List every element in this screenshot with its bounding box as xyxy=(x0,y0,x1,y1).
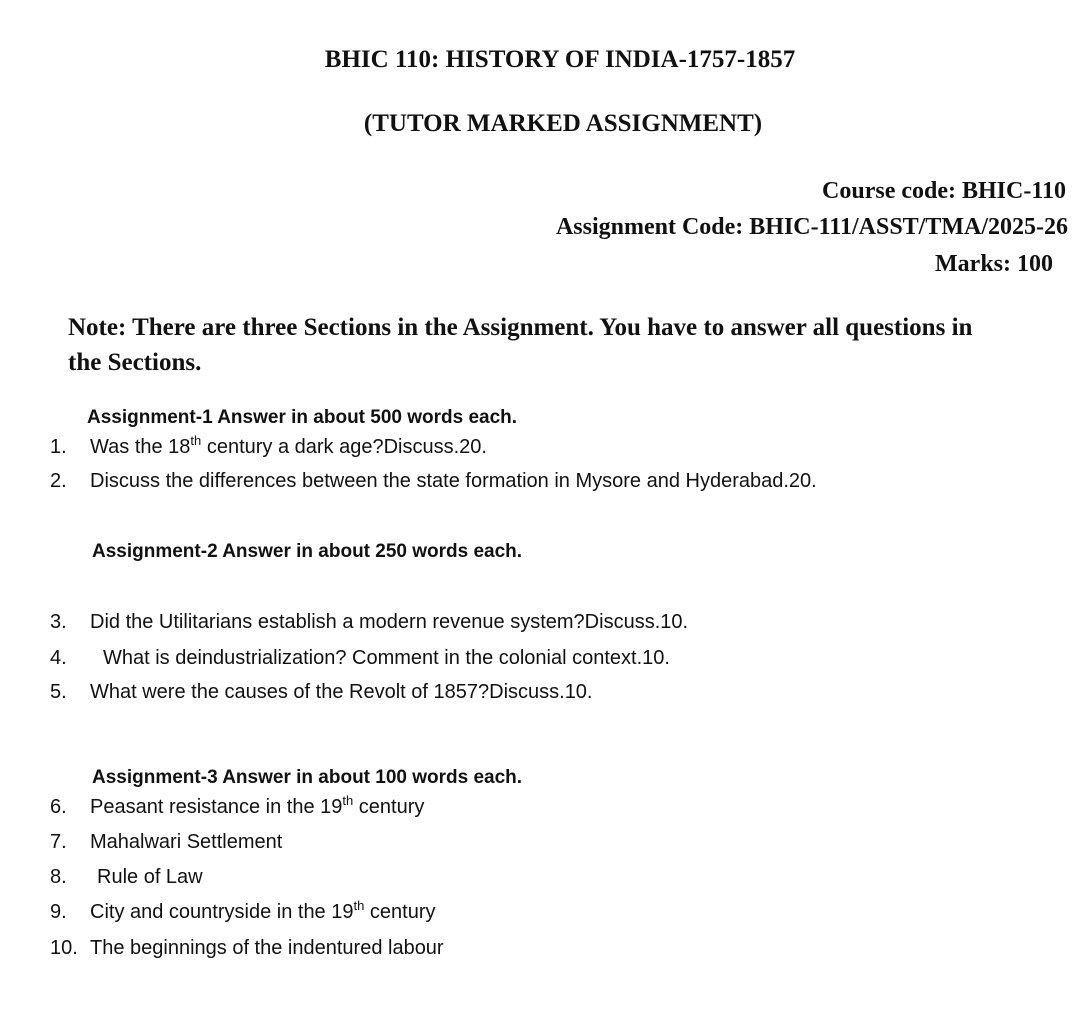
question-number: 5. xyxy=(50,681,67,703)
section-heading-1: Assignment-1 Answer in about 500 words each. xyxy=(87,407,518,428)
question-1 xyxy=(50,433,487,459)
question-number: 10. xyxy=(50,937,78,959)
question-text-post: century a dark age?Discuss.20. xyxy=(201,436,487,458)
question-text: Discuss the differences between the state formation in Mysore and Hyderabad.20. xyxy=(90,470,817,492)
question-text: What were the causes of the Revolt of 1857?Discuss.10. xyxy=(90,681,593,703)
question-10 xyxy=(50,937,444,960)
question-7 xyxy=(50,831,282,854)
question-number: 8. xyxy=(50,866,67,888)
document-subtitle: (TUTOR MARKED ASSIGNMENT) xyxy=(363,110,763,137)
question-text-post: century xyxy=(353,796,425,818)
question-number: 9. xyxy=(50,901,67,923)
question-text: The beginnings of the indentured labour xyxy=(90,937,444,959)
ordinal-suffix: th xyxy=(190,433,202,448)
question-text: Did the Utilitarians establish a modern revenue system?Discuss.10. xyxy=(90,611,689,633)
question-number: 4. xyxy=(50,647,67,669)
question-text: Rule of Law xyxy=(97,866,203,888)
course-code: Course code: BHIC-110 xyxy=(822,178,1066,204)
section-heading-2: Assignment-2 Answer in about 250 words each. xyxy=(92,541,523,562)
question-text: What is deindustrialization? Comment in the colonial context.10. xyxy=(103,647,670,669)
question-2 xyxy=(50,470,817,493)
ordinal-suffix: th xyxy=(353,898,365,913)
question-text: Mahalwari Settlement xyxy=(90,831,283,853)
question-number: 2. xyxy=(50,470,67,492)
question-number: 6. xyxy=(50,796,67,818)
marks: Marks: 100 xyxy=(935,251,1053,277)
question-text-post: century xyxy=(364,901,436,923)
question-3 xyxy=(50,611,688,634)
question-6 xyxy=(50,793,425,819)
question-number: 7. xyxy=(50,831,67,853)
question-text-pre: Peasant resistance in the 19 xyxy=(90,796,343,818)
question-text-pre: City and countryside in the 19 xyxy=(90,901,354,923)
note-line-2: the Sections. xyxy=(68,349,202,376)
document-title: BHIC 110: HISTORY OF INDIA-1757-1857 xyxy=(324,46,796,73)
section-heading-3: Assignment-3 Answer in about 100 words each. xyxy=(92,767,523,788)
question-8 xyxy=(50,866,203,889)
question-5 xyxy=(50,681,593,704)
question-number: 3. xyxy=(50,611,67,633)
question-number: 1. xyxy=(50,436,67,458)
note-paragraph xyxy=(68,310,1068,380)
assignment-code: Assignment Code: BHIC-111/ASST/TMA/2025-26 xyxy=(555,214,1068,240)
ordinal-suffix: th xyxy=(342,793,354,808)
note-line-1: Note: There are three Sections in the Assignment. You have to answer all questions in xyxy=(68,314,973,341)
question-4 xyxy=(50,647,670,670)
question-text-pre: Was the 18 xyxy=(90,436,191,458)
question-9 xyxy=(50,898,436,924)
